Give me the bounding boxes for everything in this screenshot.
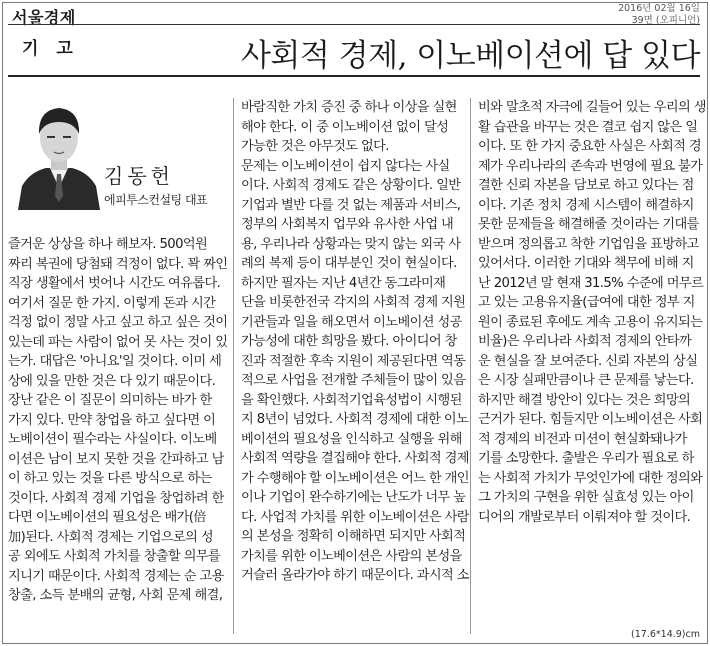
article-line: 가치를 위한 이노베이션은 사람의 본성을 [241,548,462,564]
article-line: 정부의 사회복지 업무와 유사한 사업 내 [241,217,454,232]
article-line: 하지만 해결 방안이 있다는 것은 희망의 [478,392,691,408]
article-line: 비와 말초적 자극에 길들어 있는 우리의 생 [478,100,706,115]
article-line: 진과 적절한 후속 지원이 제공된다면 역동 [241,353,466,369]
headline-rule [8,75,700,77]
article-line: 다면 이노베이션의 필요성은 배가(倍 [8,510,206,525]
headline: 사회적 경제, 이노베이션에 답 있다 [240,38,700,74]
article-line: 있는데 파는 사람이 없어 못 사는 것이 있 [8,334,228,350]
article-line: 기관들과 일을 해오면서 이노베이션 성공 [241,314,462,330]
article-line: 가 수행해야 할 이노베이션은 어느 한 개인 [241,470,469,486]
author-photo [16,92,102,210]
article-line: 적 경제의 비전과 미션이 현실화돼나가 [478,431,687,447]
article-line: 즐거운 상상을 하나 해보자. 500억원 [8,237,208,252]
page-number: 39면 (오피니언) [631,15,700,26]
article-line: 加)된다. 사회적 경제는 기업으로의 성 [8,529,214,545]
article-column-2 [241,98,469,586]
article-line: 노베이션이 필수라는 사실이다. 이노베 [8,432,217,447]
masthead-rule [8,24,700,25]
article-line: 장난 같은 이 질문이 의미하는 바가 한 [8,393,212,408]
article-line: 걱정 없이 정말 사고 싶고 하고 싶은 것이 [8,315,228,330]
print-size: (17.6*14.9)cm [631,629,700,640]
author-title: 에피투스컨설팅 대표 [104,193,208,207]
author-name: 김동헌 [104,164,174,188]
article-line: 베이션의 필요성을 인식하고 실행을 위해 [241,431,462,447]
article-line: 이 하고 있는 것을 다른 방식으로 하는 [8,471,212,486]
article-line: 짜리 복권에 당첨돼 걱정이 없다. 꽉 짜인 [8,256,228,272]
article-line: 활 습관을 바꾸는 것은 결코 쉽지 않은 일 [478,119,698,135]
article-line: 가능한 것은 아무것도 없다. [241,139,389,154]
article-line: 을 확인했다. 사회적기업육성법이 시행된 [241,392,462,408]
article-line: 적으로 사업을 전개할 주체들이 많이 있음 [241,373,466,388]
article-column-1 [8,235,226,606]
article-line: 사회적 역량을 결집해야 한다. 사회적 경제 [241,451,469,466]
article-line: 이다. 기존 정치 경제 시스템이 해결하지 [478,197,694,213]
article-line: 가능성에 대한 희망을 봤다. 아이디어 창 [241,334,457,349]
article-line: 은 시장 실패만큼이나 큰 문제를 낳는다. [478,373,694,388]
article-line: 고 있는 고용유지율(급여에 대한 정부 지 [478,295,695,310]
article-line: 결한 신뢰 자본을 담보로 하고 있다는 점 [478,178,694,193]
column-divider [233,98,234,634]
article-line: 것이다. 사회적 경제 기업을 창업하려 한 [8,490,224,506]
article-line: 다. 사업적 가치를 위한 이노베이션은 사람 [241,509,469,525]
newspaper-name: 서울경제 [12,8,76,27]
article-line: 이션은 남이 보지 못한 것을 간파하고 남 [8,451,224,467]
article-line: 여기서 질문 한 가지. 이렇게 돈과 시간 [8,295,216,311]
article-line: 공 외에도 사회적 가치를 창출할 의무를 [8,549,221,564]
article-line: 이나 기업이 완수하기에는 난도가 너무 높 [241,490,466,505]
article-line: 이다. 사회적 경제도 같은 상황이다. 일반 [241,178,461,193]
article-line: 못한 문제들을 해결해줄 것이라는 기대를 [478,217,699,232]
article-line: 는가. 대답은 '아니요'일 것이다. 이미 세 [8,354,222,369]
article-line: 디어의 개발로부터 이뤄져야 할 것이다. [478,509,691,525]
article-line: 바람직한 가치 증진 중 하나 이상을 실현 [241,100,457,115]
article-line: 지니기 때문이다. 사회적 경제는 순 고용 [8,568,224,584]
article-line: 제가 우리나라의 존속과 번영에 필요 불가 [478,158,703,174]
article-line: 근거가 된다. 힘들지만 이노베이션은 사회 [478,412,703,427]
article-line: 용, 우리나라 상황과는 맞지 않는 외국 사 [241,236,461,252]
article-line: 기를 소망한다. 출발은 우리가 필요로 하 [478,451,694,466]
publication-date: 2016년 02월 16일 [618,3,700,14]
article-line: 직장 생활에서 벗어나 시간도 여유롭다. [8,276,221,291]
article-line: 는 사회적 가치가 무엇인가에 대한 정의와 [478,470,703,486]
article-line: 의 본성을 정확히 이해하면 되지만 사회적 [241,529,466,544]
article-line: 례의 복제 등이 대부분인 것이 현실이다. [241,256,457,271]
article-line: 창출, 소득 분배의 균형, 사회 문제 해결, [8,588,223,603]
article-line: 난 2012년 말 현재 31.5% 수준에 머무르 [478,275,704,291]
article-line: 받으며 정의롭고 착한 기업임을 표방하고 [478,236,699,252]
column-divider [470,98,471,634]
article-line: 단을 비롯한전국 각지의 사회적 경제 지원 [241,295,466,310]
section-label: 기 고 [22,39,79,59]
article-line: 거슬러 올라가야 하기 때문이다. 과시적 소 [241,568,469,583]
article-line: 기업과 별반 다를 것 없는 제품과 서비스, [241,197,461,213]
article-line: 그 가치의 구현을 위한 실효성 있는 아이 [478,490,694,505]
article-line: 가지 있다. 만약 창업을 하고 싶다면 이 [8,412,216,428]
article-line: 지 8년이 넘었다. 사회적 경제에 대한 이노 [241,412,469,427]
article-line: 비율)은 우리나라 사회적 경제의 안타까 [478,334,692,349]
article-line: 문제는 이노베이션이 쉽지 않다는 사실 [241,158,450,174]
article-line: 원이 종료된 후에도 계속 고용이 유지되는 [478,314,703,330]
article-column-3 [478,98,706,527]
article-line: 있어서다. 이러한 기대와 책무에 비해 지 [478,256,694,271]
article-line: 해야 한다. 이 중 이노베이션 없이 달성 [241,119,449,135]
article-line: 하지만 필자는 지난 4년간 동그라미재 [241,275,446,291]
article-line: 상에 있을 만한 것은 다 있기 때문이다. [8,373,216,389]
article-line: 운 현실을 잘 보여준다. 신뢰 자본의 상실 [478,353,698,369]
article-line: 이다. 또 한 가지 중요한 사실은 사회적 경 [478,139,701,154]
